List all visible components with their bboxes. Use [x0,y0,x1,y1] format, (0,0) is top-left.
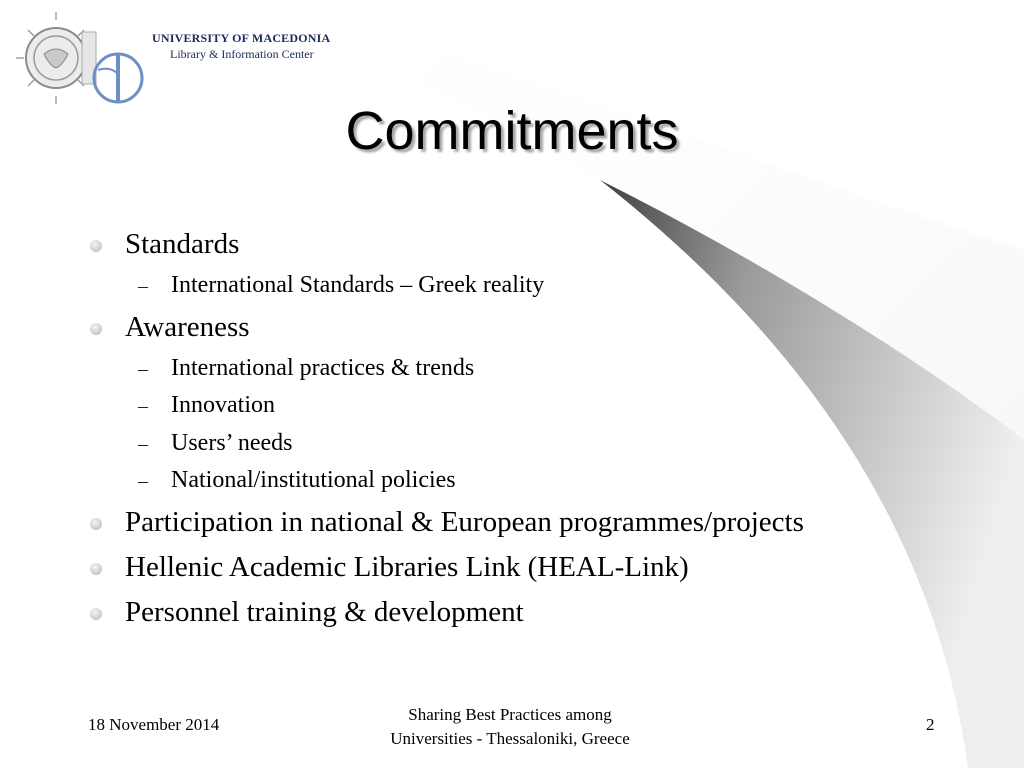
footer-event-line-1: Sharing Best Practices among [408,705,612,724]
bullet-icon [90,518,102,530]
dash-icon: – [138,275,148,297]
university-name: UNIVERSITY OF MACEDONIA [152,31,331,45]
bullet-item: Hellenic Academic Libraries Link (HEAL-Link) [125,551,689,583]
dash-icon: – [138,433,148,455]
university-seal-logo [14,10,154,106]
bullet-item: Personnel training & development [125,596,524,628]
sub-bullet-item: Users’ needs [171,430,293,456]
bullet-icon [90,563,102,575]
sub-bullet-item: International Standards – Greek reality [171,272,545,298]
footer-event-line-2: Universities - Thessaloniki, Greece [390,729,630,748]
sub-bullet-item: International practices & trends [171,355,475,381]
dash-icon: – [138,395,148,417]
footer-date: 18 November 2014 [88,715,220,734]
sub-bullet-item: Innovation [171,392,275,418]
sub-bullet-item: National/institutional policies [171,467,456,493]
slide-number: 2 [926,715,935,734]
bullet-icon [90,608,102,620]
bullet-item: Participation in national & European programmes/projects [125,506,804,538]
bullet-icon [90,240,102,252]
bullet-item: Standards [125,228,240,260]
library-subtitle: Library & Information Center [170,47,314,61]
slide-title: Commitments [345,101,679,161]
footer-event [360,703,660,751]
dash-icon: – [138,470,148,492]
bullet-item: Awareness [125,311,250,343]
dash-icon: – [138,358,148,380]
bullet-icon [90,323,102,335]
